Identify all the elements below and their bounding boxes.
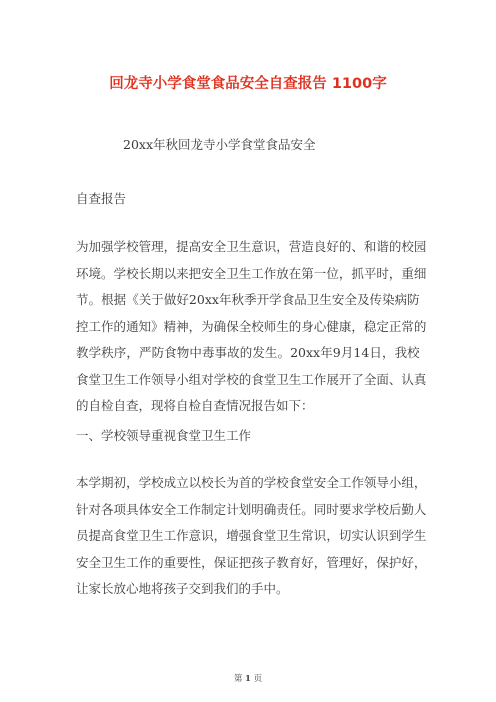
section-heading-1: 一、学校领导重视食堂卫生工作 xyxy=(76,428,252,443)
text-line: 安 全 卫 生 工 作 的 重 要 性 ， 保 证 把 孩 子 教 育 好 ， 管 理 好 ， 保 护 好 ， xyxy=(76,554,427,570)
text-line: 针 对 各 项 具 体 安 全 工 作 制 定 计 划 明 确 责 任 。 同 时 要 求 学 校 后 勤 人 xyxy=(76,501,427,517)
text-line: 为 加 强 学 校 管 理 ， 提 高 安 全 卫 生 意 识 ， 营 造 良 好 的 、 和 谐 的 校 园 xyxy=(76,239,427,254)
text-line: 控 工 作 的 通 知 》 精 神 ， 为 确 保 全 校 师 生 的 身 心 健 康 ， 稳 定 正 常 的 xyxy=(76,318,427,334)
report-heading: 自查报告 xyxy=(76,191,127,206)
page-footer xyxy=(0,673,496,685)
text-line: 环 境 。 学 校 长 期 以 来 把 安 全 卫 生 工 作 放 在 第 一 位 ， 抓 平 时 ， 重 细 xyxy=(76,265,427,281)
document-subtitle: 20xx年秋回龙寺小学食堂食品安全 xyxy=(123,137,316,152)
text-line: 让家长放心地将孩子交到我们的手中。 xyxy=(76,581,289,596)
text-line: 节 。 根 据 《 关 于 做 好 20xx 年 秋 季 开 学 食 品 卫 生 安 全 及 传 染 病 防 xyxy=(76,292,420,307)
text-line: 食 堂 卫 生 工 作 领 导 小 组 对 学 校 的 食 堂 卫 生 工 作 展 开 了 全 面 、 认 真 xyxy=(76,371,427,387)
footer-suffix: 页 xyxy=(253,674,263,684)
paragraph-section-1 xyxy=(76,470,427,603)
text-line: 员 提 高 食 堂 卫 生 工 作 意 识 ， 增 强 食 堂 卫 生 常 识 ， 切 实 认 识 到 学 生 xyxy=(76,528,427,543)
page-number: 1 xyxy=(245,674,251,684)
text-line: 教 学 秩 序 ， 严 防 食 物 中 毒 事 故 的 发 生 。 20xx 年 9 月 14 日 ， 我 校 xyxy=(76,345,420,360)
document-title: 回龙寺小学食堂食品安全自查报告 1100字 xyxy=(109,76,387,92)
footer-prefix: 第 xyxy=(233,674,243,684)
text-line: 本 学 期 初 ， 学 校 成 立 以 校 长 为 首 的 学 校 食 堂 安 全 工 作 领 导 小 组 ， xyxy=(76,475,427,490)
paragraph-intro xyxy=(76,234,427,420)
text-line: 的自检自查，现将自检自查情况报告如下： xyxy=(76,398,314,413)
